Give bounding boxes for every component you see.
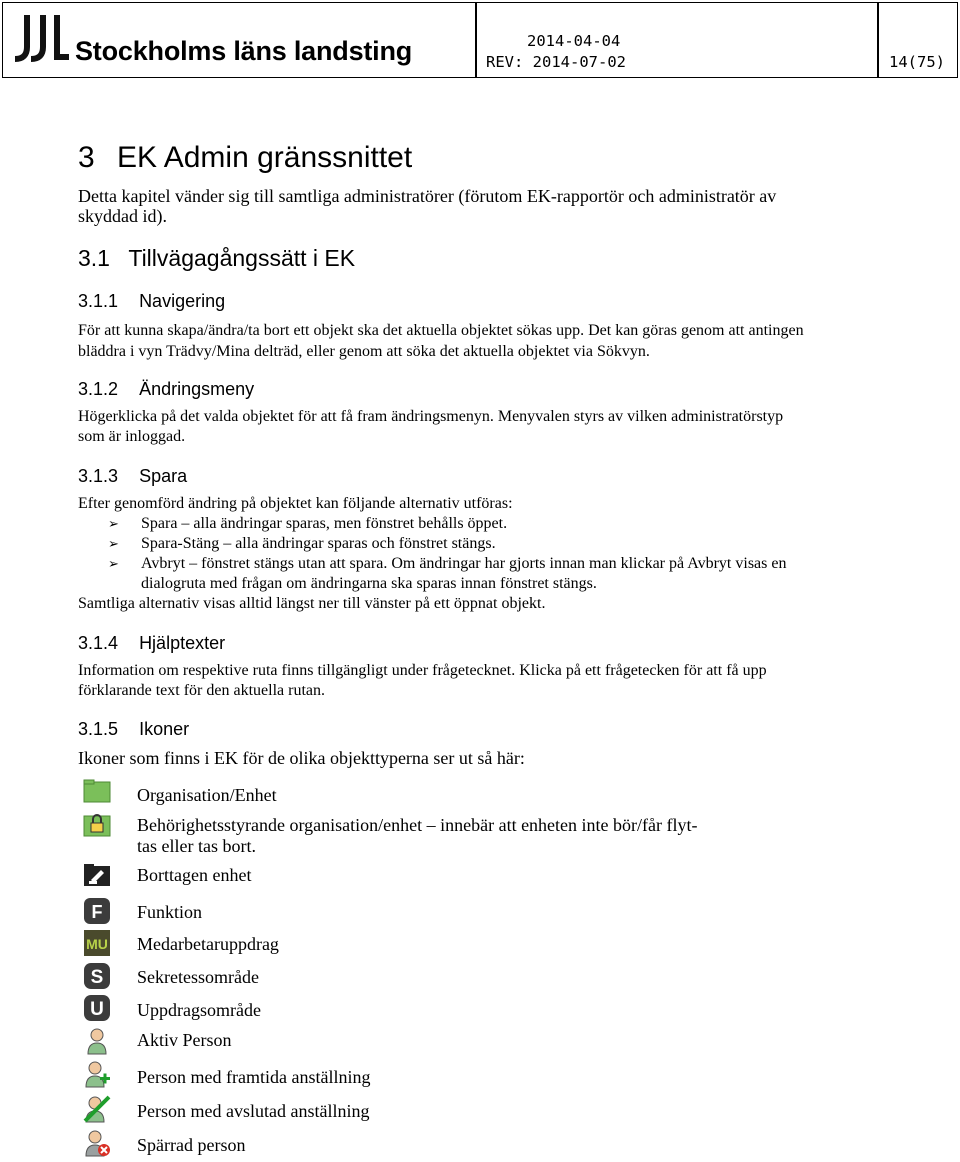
icon-label-access-controlling: Behörighetsstyrande organisation/enhet – innebär att enheten inte bör/får flyt-: [137, 815, 698, 835]
chapter-intro-line-2: skyddad id).: [78, 206, 167, 226]
section-title: Tillvägagångssätt i EK: [128, 245, 356, 271]
icon-label-deleted-unit: Borttagen enhet: [137, 865, 252, 885]
svg-text:U: U: [90, 999, 104, 1020]
section-heading-3-1-2: [78, 379, 254, 400]
icon-label-active-person: Aktiv Person: [137, 1030, 232, 1050]
subsection-number: 3.1.5: [78, 719, 119, 739]
ended-employment-person-icon: [83, 1095, 111, 1123]
icon-label-employee-assignment: Medarbetaruppdrag: [137, 934, 279, 954]
section-heading-3-1-3: [78, 466, 187, 487]
header-revision: REV: 2014-07-02: [486, 53, 626, 71]
header-page-cell: [878, 2, 958, 78]
subsection-number: 3.1.3: [78, 466, 119, 486]
icon-label-secrecy-area: Sekretessområde: [137, 967, 259, 987]
section-number: 3.1: [78, 245, 110, 271]
andringsmeny-line-1: Högerklicka på det valda objektet för att få fram ändringsmenyn. Menyvalen styrs av vilken administratörstyp: [78, 408, 784, 425]
assignment-area-icon: [83, 994, 111, 1022]
subsection-number: 3.1.2: [78, 379, 119, 399]
employee-assignment-icon: [83, 929, 111, 957]
future-employment-person-icon: [83, 1060, 111, 1088]
blocked-person-icon: [83, 1129, 111, 1157]
arrow-bullet-icon: ➢: [108, 536, 119, 551]
subsection-title: Ikoner: [139, 719, 190, 739]
chapter-title: EK Admin gränssnittet: [117, 141, 413, 174]
page-header: [0, 0, 960, 80]
icon-label-function: Funktion: [137, 902, 203, 922]
hjalptexter-line-1: Information om respektive ruta finns tillgängligt under frågetecknet. Klicka på ett frågetecken för att få upp: [78, 662, 767, 679]
navigering-line-2: bläddra i vyn Trädvy/Mina delträd, eller genom att söka det aktuella objektet via Sökvyn.: [78, 343, 650, 360]
page-number: 14(75): [889, 53, 945, 71]
folder-icon: [83, 778, 111, 806]
deleted-unit-icon: [83, 862, 111, 890]
subsection-number: 3.1.4: [78, 633, 119, 653]
active-person-icon: [83, 1027, 111, 1055]
section-heading-3-1-1: [78, 291, 225, 312]
svg-text:F: F: [91, 902, 103, 922]
section-heading-3-1-5: [78, 719, 189, 740]
navigering-line-1: För att kunna skapa/ändra/ta bort ett objekt ska det aktuella objektet sökas upp. Det kan göras genom att antingen: [78, 322, 804, 339]
subsection-title: Navigering: [139, 291, 226, 311]
section-heading-3-1-4: [78, 633, 225, 654]
secrecy-area-icon: [83, 962, 111, 990]
logo-text: Stockholms läns landsting: [75, 36, 413, 66]
icon-label-blocked-person: Spärrad person: [137, 1135, 246, 1155]
icon-label-assignment-area: Uppdragsområde: [137, 1000, 261, 1020]
icon-label-ended-employment: Person med avslutad anställning: [137, 1101, 370, 1121]
spara-intro: Efter genomförd ändring på objektet kan följande alternativ utföras:: [78, 495, 513, 512]
andringsmeny-line-2: som är inloggad.: [78, 428, 186, 445]
header-date: 2014-04-04: [527, 32, 621, 50]
locked-folder-icon: [83, 810, 111, 838]
chapter-intro-line-1: Detta kapitel vänder sig till samtliga administratörer (förutom EK-rapportör och administratör av: [78, 186, 777, 206]
subsection-title: Ändringsmeny: [139, 379, 255, 399]
subsection-title: Spara: [139, 466, 188, 486]
svg-text:MU: MU: [86, 936, 108, 952]
icon-label-access-controlling-continued: tas eller tas bort.: [137, 836, 256, 856]
svg-text:S: S: [90, 967, 104, 988]
section-heading-3-1: [78, 245, 355, 272]
ikoner-intro: Ikoner som finns i EK för de olika objekttyperna ser ut så här:: [78, 748, 525, 768]
icon-label-organisation: Organisation/Enhet: [137, 785, 277, 805]
function-icon: [83, 897, 111, 925]
subsection-title: Hjälptexter: [139, 633, 226, 653]
header-dates-cell: [476, 2, 878, 78]
subsection-number: 3.1.1: [78, 291, 119, 311]
sll-logo-mark: [13, 13, 69, 63]
icon-label-future-employment: Person med framtida anställning: [137, 1067, 371, 1087]
arrow-bullet-icon: ➢: [108, 556, 119, 571]
spara-bullet-3-continued: dialogruta med frågan om ändringarna ska sparas innan fönstret stängs.: [141, 575, 597, 592]
chapter-heading: [78, 141, 412, 175]
arrow-bullet-icon: ➢: [108, 516, 119, 531]
spara-outro: Samtliga alternativ visas alltid längst ner till vänster på ett öppnat objekt.: [78, 595, 546, 612]
header-logo-cell: [2, 2, 476, 78]
hjalptexter-line-2: förklarande text för den aktuella rutan.: [78, 682, 325, 699]
chapter-number: 3: [78, 141, 95, 174]
